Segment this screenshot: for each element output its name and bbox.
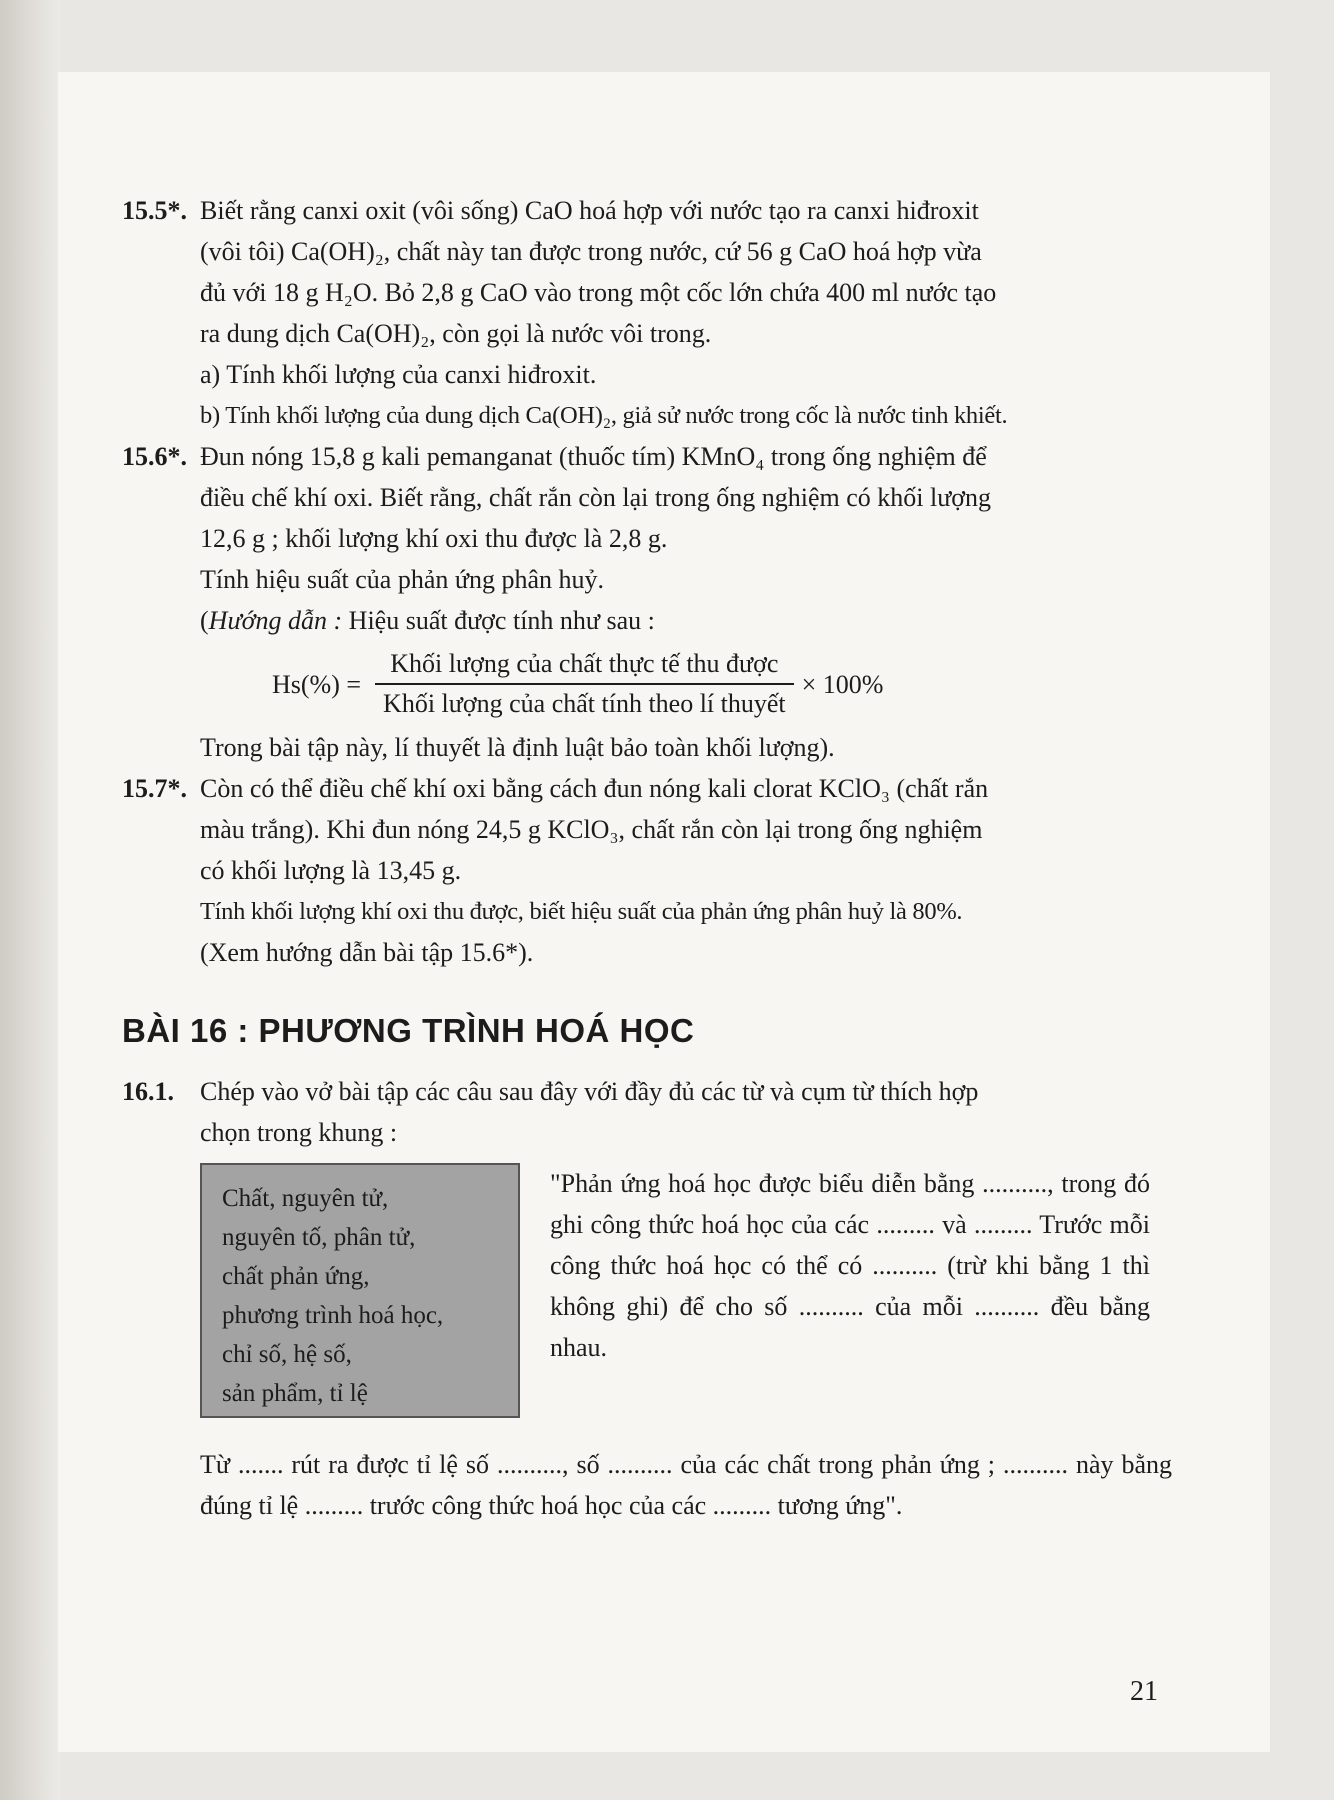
exercise-number: 16.1. — [122, 1077, 174, 1106]
exercise-hint — [200, 600, 1172, 641]
formula-lhs: Hs(%) = — [272, 669, 362, 699]
hint-label: Hướng dẫn : — [208, 606, 343, 635]
exercise-part-b: b) Tính khối lượng của dung dịch Ca(OH)₂, giả sử nước trong cốc là nước tinh khiết. — [200, 402, 1008, 429]
exercise-reference: (Xem hướng dẫn bài tập 15.6*). — [200, 938, 534, 967]
page-content — [122, 190, 1172, 1552]
scan-shadow — [0, 0, 60, 1800]
formula-fraction — [375, 645, 794, 723]
formula-rhs: × 100% — [801, 669, 884, 699]
exercise-text-line: Đun nóng 15,8 g kali pemanganat (thuốc tím) KMnO₄ trong ống nghiệm để — [200, 442, 987, 471]
exercise-text-line: chọn trong khung : — [200, 1118, 398, 1147]
exercise-question: Tính hiệu suất của phản ứng phân huỷ. — [200, 565, 605, 594]
exercise-text-line: Chép vào vở bài tập các câu sau đây với đầy đủ các từ và cụm từ thích hợp — [200, 1077, 979, 1106]
formula-denominator: Khối lượng của chất tính theo lí thuyết — [383, 689, 786, 718]
exercise-question: Tính khối lượng khí oxi thu được, biết hiệu suất của phản ứng phân huỷ là 80%. — [200, 898, 963, 925]
box-word-line: Chất, nguyên tử, — [222, 1185, 389, 1212]
exercise-number: 15.6*. — [122, 442, 187, 471]
exercise-15-5 — [122, 190, 1172, 436]
exercise-16-1 — [122, 1071, 1172, 1153]
exercise-note: Trong bài tập này, lí thuyết là định luật bảo toàn khối lượng). — [200, 733, 835, 762]
hint-text: Hiệu suất được tính như sau : — [342, 606, 655, 635]
box-word-line: nguyên tố, phân tử, — [222, 1224, 416, 1251]
box-word-line: phương trình hoá học, — [222, 1302, 444, 1329]
word-box — [200, 1163, 520, 1418]
exercise-text-line: điều chế khí oxi. Biết rằng, chất rắn còn lại trong ống nghiệm có khối lượng — [200, 483, 992, 512]
box-word-line: chỉ số, hệ số, — [222, 1341, 352, 1368]
exercise-15-6 — [122, 436, 1172, 768]
lesson-heading: BÀI 16 : PHƯƠNG TRÌNH HOÁ HỌC — [122, 1012, 695, 1049]
exercise-15-7 — [122, 768, 1172, 973]
fill-in-text-continued: Từ ....... rút ra được tỉ lệ số .........., số .......... của các chất trong phản ứng ; .......... này bằng đúng tỉ lệ ......... trước công thức hoá học của các ......... tương ứng". — [200, 1450, 1172, 1520]
box-word-line: chất phản ứng, — [222, 1263, 370, 1290]
exercise-text-line: (vôi tôi) Ca(OH)₂, chất này tan được trong nước, cứ 56 g CaO hoá hợp vừa — [200, 237, 982, 266]
exercise-number: 15.7*. — [122, 774, 187, 803]
page-number: 21 — [1130, 1676, 1158, 1707]
fill-in-text: "Phản ứng hoá học được biểu diễn bằng .........., trong đó ghi công thức hoá học của các ......... và ......... Trước mỗi công thức hoá học có thể có .......... (trừ khi bằng 1 thì không ghi) để cho số .......... của mỗi .......... đều bằng nhau. — [550, 1169, 1150, 1362]
formula-numerator: Khối lượng của chất thực tế thu được — [390, 649, 779, 678]
word-box-row — [200, 1163, 1172, 1418]
exercise-text-line: màu trắng). Khi đun nóng 24,5 g KClO₃, chất rắn còn lại trong ống nghiệm — [200, 815, 983, 844]
hint-open-paren: ( — [200, 606, 209, 635]
exercise-number: 15.5*. — [122, 196, 187, 225]
exercise-text-line: Biết rằng canxi oxit (vôi sống) CaO hoá hợp với nước tạo ra canxi hiđroxit — [200, 196, 979, 225]
exercise-part-a: a) Tính khối lượng của canxi hiđroxit. — [200, 360, 597, 389]
efficiency-formula — [272, 645, 1172, 723]
exercise-text-line: có khối lượng là 13,45 g. — [200, 856, 462, 885]
exercise-text-line: đủ với 18 g H₂O. Bỏ 2,8 g CaO vào trong một cốc lớn chứa 400 ml nước tạo — [200, 278, 997, 307]
exercise-text-line: 12,6 g ; khối lượng khí oxi thu được là 2,8 g. — [200, 524, 668, 553]
exercise-text-line: ra dung dịch Ca(OH)₂, còn gọi là nước vôi trong. — [200, 319, 712, 348]
exercise-text-line: Còn có thể điều chế khí oxi bằng cách đun nóng kali clorat KClO₃ (chất rắn — [200, 774, 989, 803]
box-word-line: sản phẩm, tỉ lệ — [222, 1380, 368, 1407]
